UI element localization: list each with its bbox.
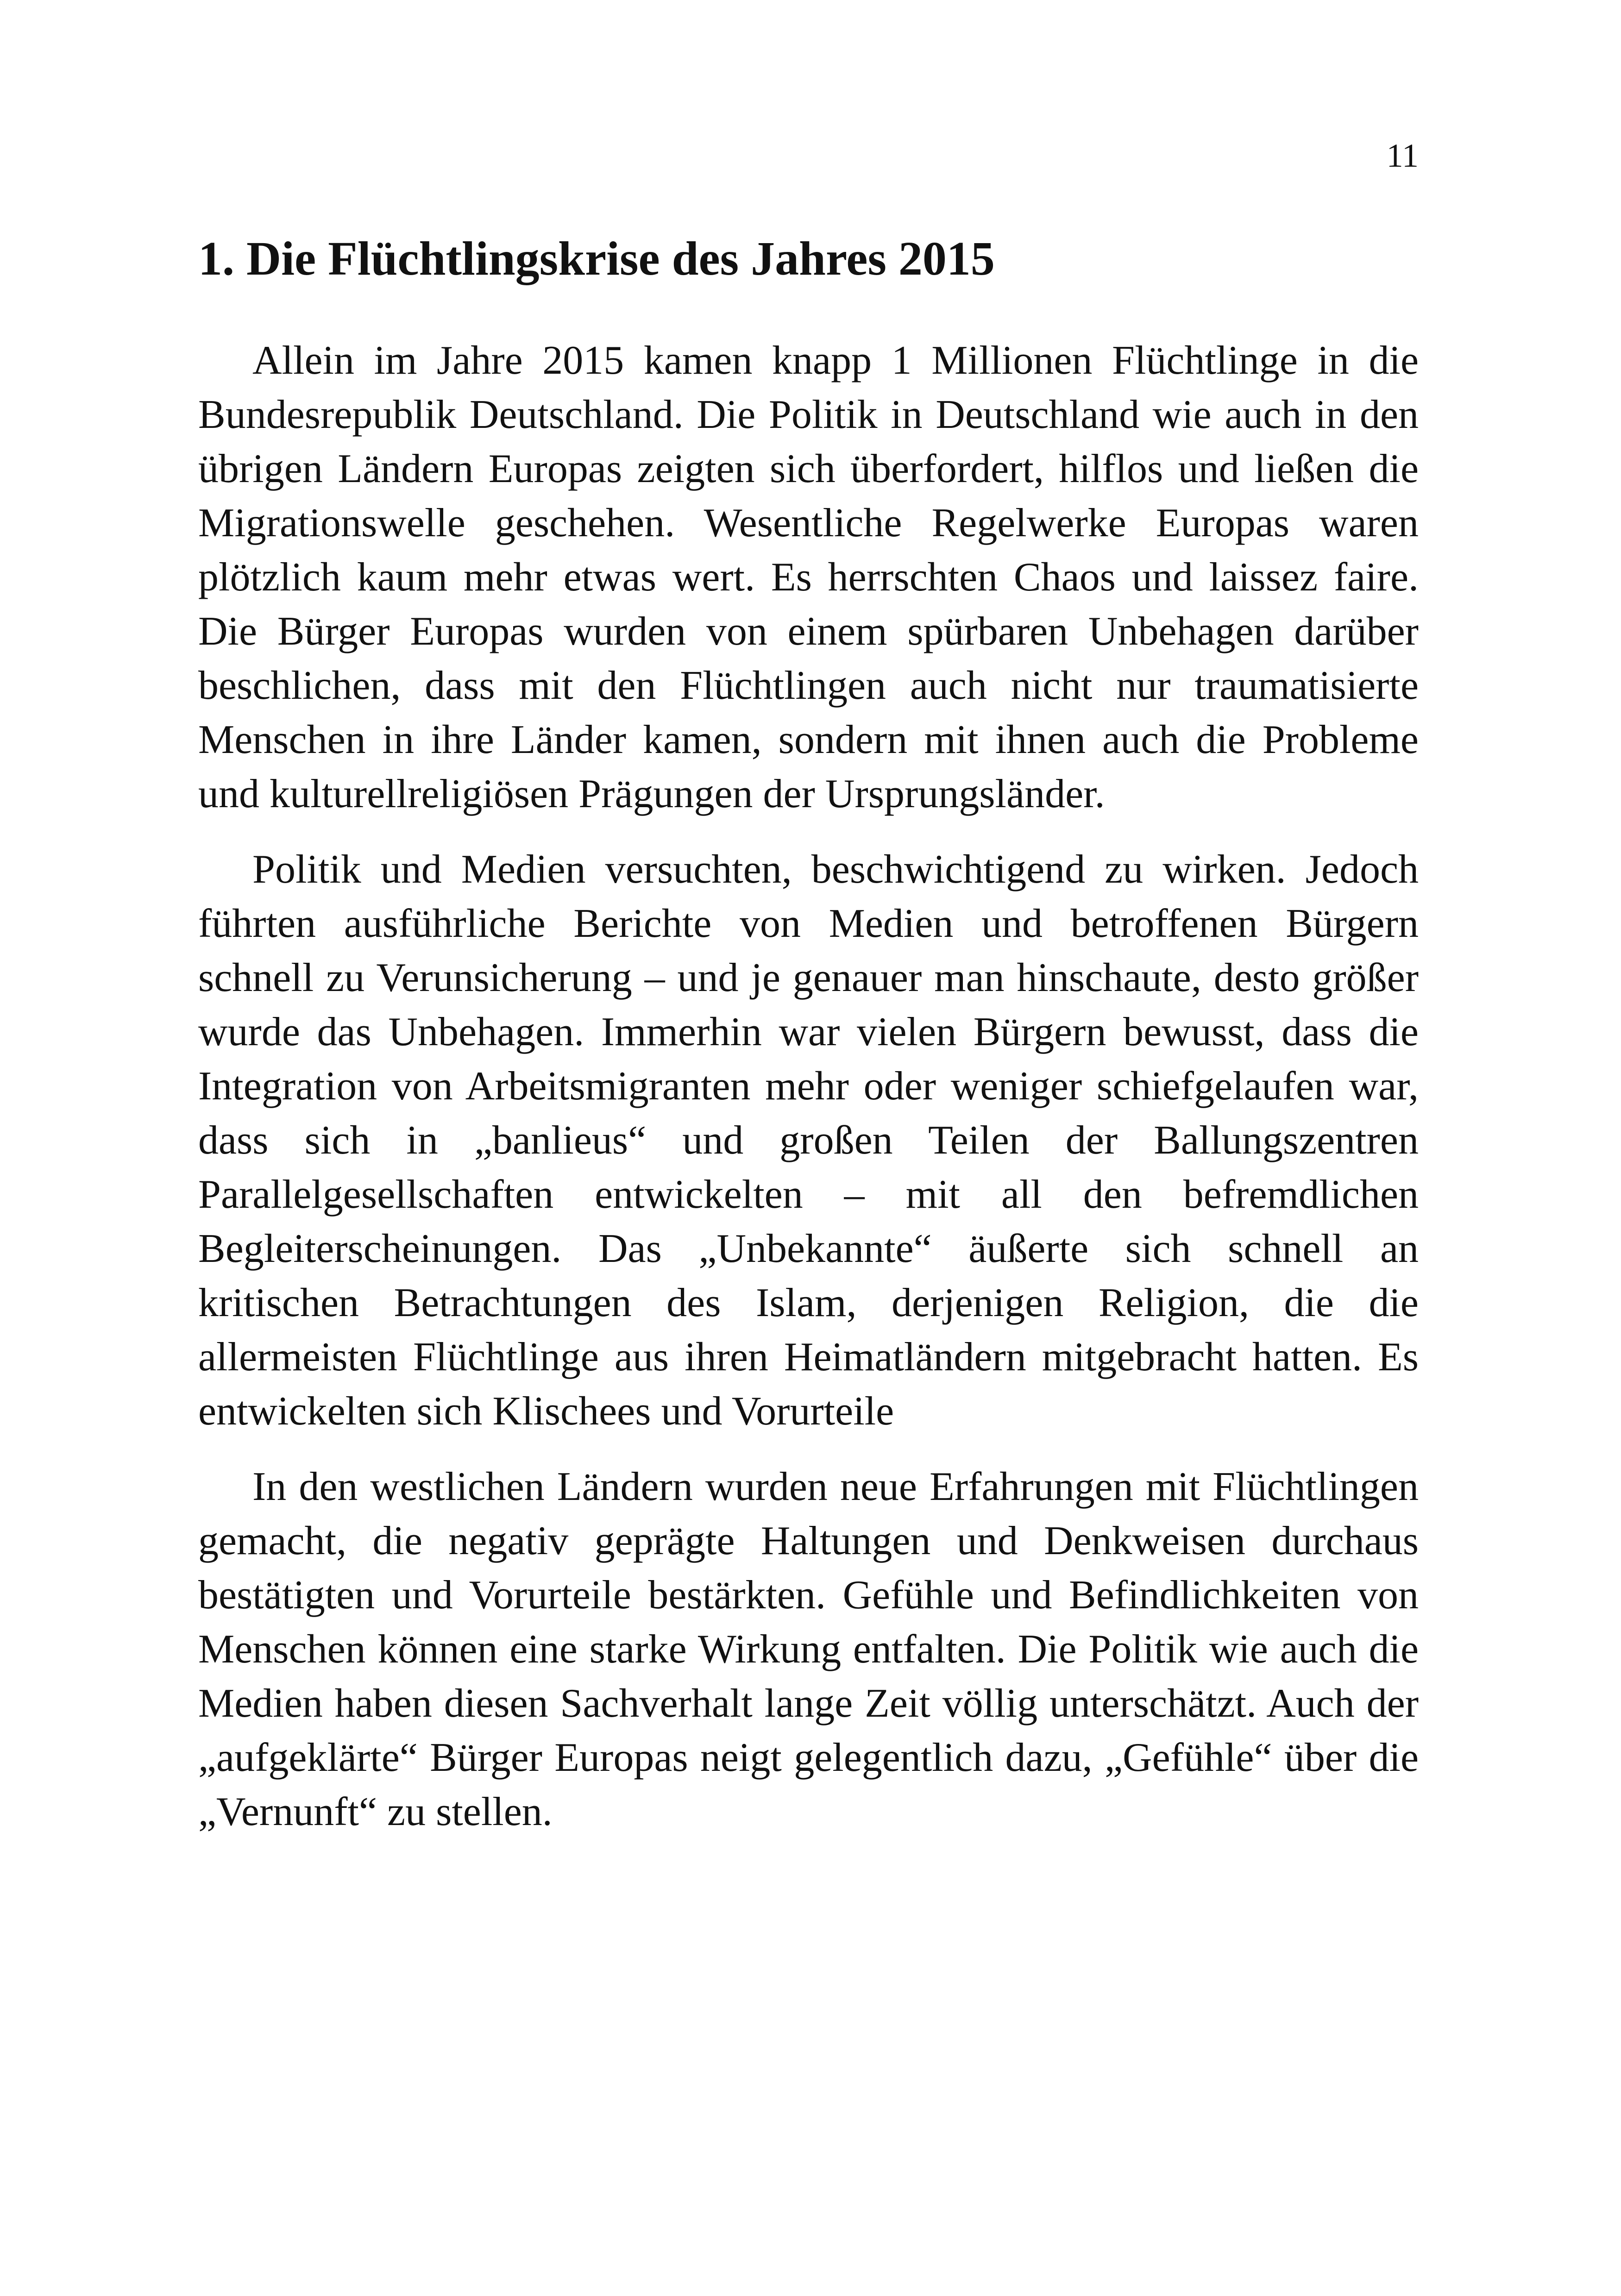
page-number: 11 — [1386, 137, 1419, 174]
paragraph-2: Politik und Medien versuchten, beschwichtigend zu wirken. Jedoch führten ausführliche Berichte von Medien und betroffenen Bürgern schnell zu Verunsicherung – und je genauer man hinschaute, desto größer wurde das Unbehagen. Immerhin war vielen Bürgern bewusst, dass die Integration von Arbeitsmigranten mehr oder weniger schiefgelaufen war, dass sich in „banlieus“ und großen Teilen der Ballungszentren Parallelgesellschaften entwickelten – mit all den befremdlichen Begleiterscheinungen. Das „Unbekannte“ äußerte sich schnell an kritischen Betrachtungen des Islam, derjenigen Religion, die die allermeisten Flüchtlinge aus ihren Heimatländern mitgebracht hatten. Es entwickelten sich Klischees und Vorurteile — [198, 847, 1419, 1434]
paragraph-3: In den westlichen Ländern wurden neue Erfahrungen mit Flüchtlingen gemacht, die negativ geprägte Haltungen und Denkweisen durchaus bestätigten und Vorurteile bestärkten. Gefühle und Befindlichkeiten von Menschen können eine starke Wirkung entfalten. Die Politik wie auch die Medien haben diesen Sachverhalt lange Zeit völlig unterschätzt. Auch der „aufgeklärte“ Bürger Europas neigt gelegentlich dazu, „Gefühle“ über die „Vernunft“ zu stellen. — [198, 1464, 1419, 1834]
body-text — [198, 333, 1419, 1860]
paragraph-1: Allein im Jahre 2015 kamen knapp 1 Millionen Flüchtlinge in die Bundesrepublik Deutschland. Die Politik in Deutschland wie auch in den übrigen Ländern Europas zeigten sich überfordert, hilflos und ließen die Migrationswelle geschehen. Wesentliche Regelwerke Europas waren plötzlich kaum mehr etwas wert. Es herrschten Chaos und laissez faire. Die Bürger Europas wurden von einem spürbaren Unbehagen darüber beschlichen, dass mit den Flüchtlingen auch nicht nur traumatisierte Menschen in ihre Länder kamen, sondern mit ihnen auch die Probleme und kulturellreligiösen Prägungen der Ursprungsländer. — [198, 338, 1419, 816]
chapter-title: 1. Die Flüchtlingskrise des Jahres 2015 — [198, 232, 995, 285]
